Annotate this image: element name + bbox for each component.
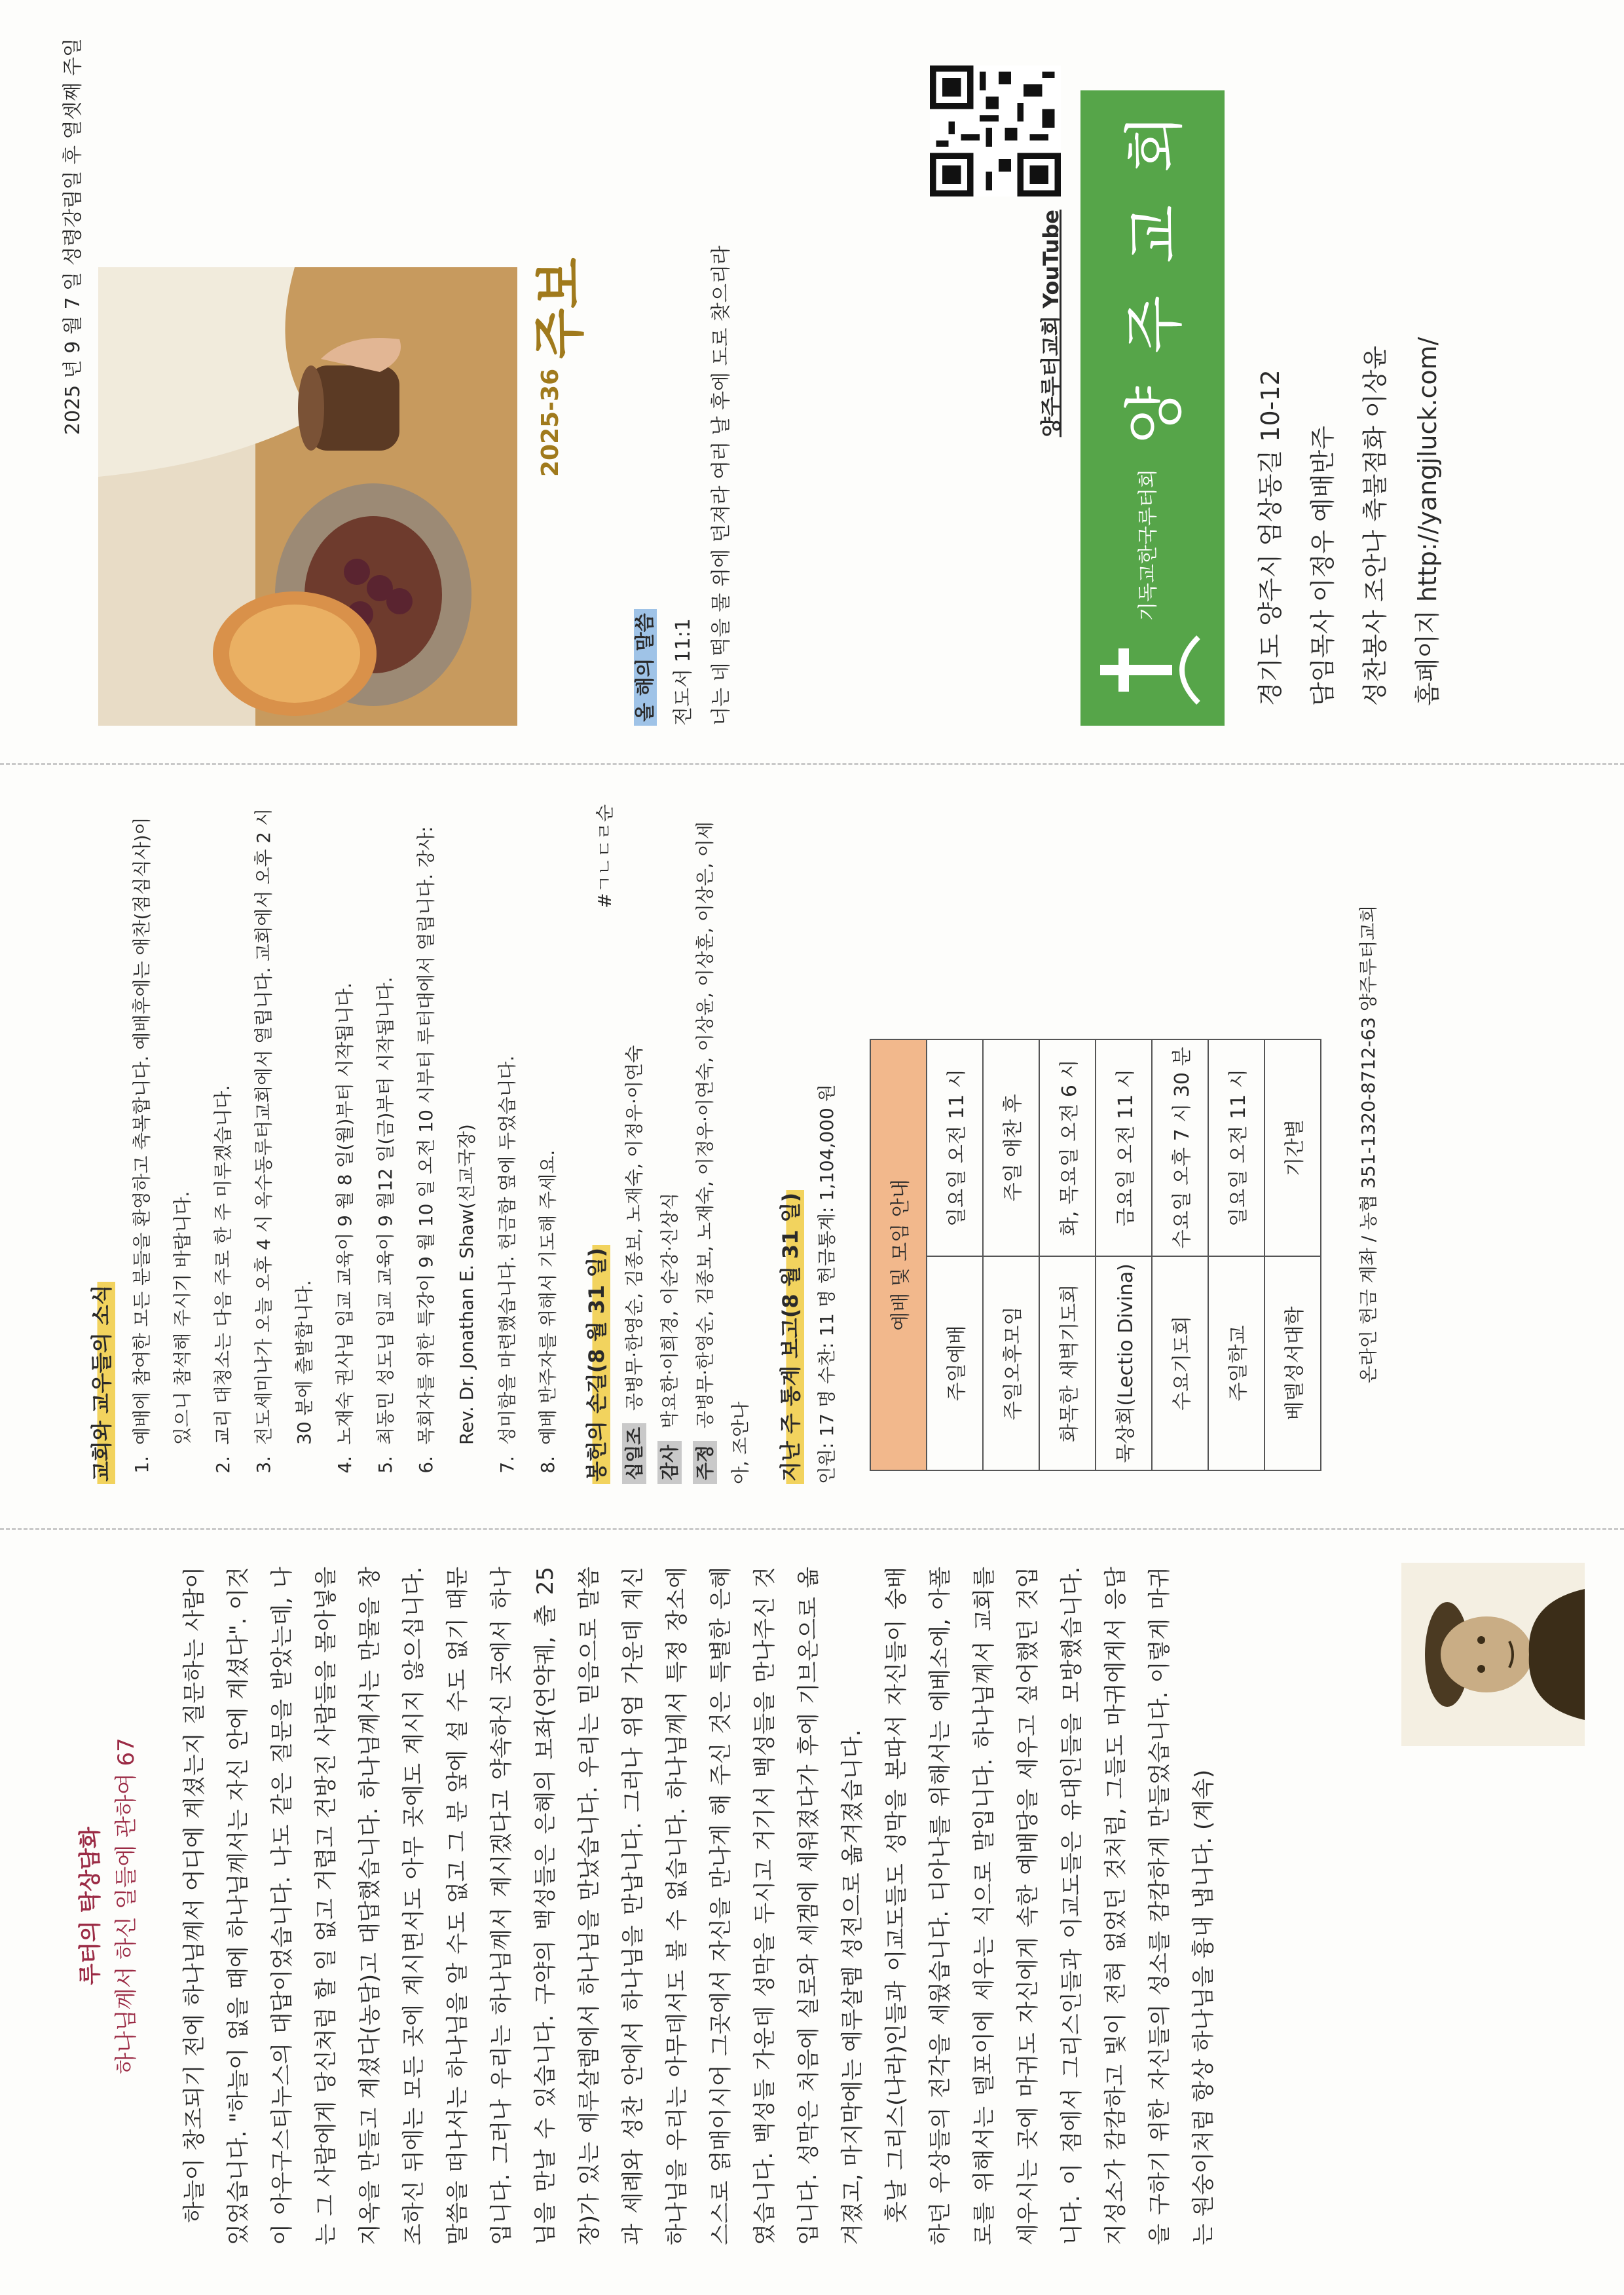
- news-item: 4. 노재숙 권사님 입교 교육이 9 월 8 일(월)부터 시작됩니다.: [325, 804, 365, 1450]
- left-panel: [0, 1530, 1624, 2295]
- bulletin-title: 주보: [529, 257, 590, 359]
- news-item: 6. 목회자를 위한 특강이 9 월 10 일 오전 10 시부터 루터대에서 열립니다. 강사: Rev. Dr. Jonathan E. Shaw(선교국장): [406, 804, 487, 1450]
- youtube-label[interactable]: 양주루터교회 YouTube: [1039, 210, 1063, 438]
- cross-icon: [1100, 634, 1205, 706]
- offering-section-title: 봉헌의 손길(8 월 31 일): [580, 1245, 610, 1484]
- news-item: 8. 예배 반주자를 위해서 기도해 주세요.: [528, 804, 568, 1450]
- verse-reference: 전도서 11:1: [672, 618, 695, 726]
- table-talk-paragraph-1: 하늘이 창조되기 전에 하나님께서 어디에 계셨는지 질문하는 사람이 있었습니다. "하늘이 없을 때에 하나님께서는 자신 안에 계셨다". 이것이 아우구스티누스의 대답이었습니다. 나도 같은 질문을 받았는데, 나는 그 사람에게 당신처럼 할 일 없고 거렵고 건방진 사람들을 몰아넣을 지옥을 만들고 계셨다(농담)고 대답했습니다. 하나님께서는 만물을 창조하신 뒤에는 모든 곳에 계시면서도 아무 곳에도 계시지 않으십니다. 말씀을 떠나서는 하나님을 알 수도 없고 그 분 앞에 설 수도 없기 때문입니다. 그러나 우리는 하나님께서 계시겠다고 약속하신 곳에서 하나님을 만날 수 있습니다. 구약의 백성들은 은혜의 보좌(언약궤, 출 25 장)가 있는 예루살렘에서 하나님을 만났습니다. 우리는 믿음으로 말씀과 세례와 성찬 안에서 하나님을 만납니다. 그러나 위엄 가운데 계신 하나님을 우리는 아무데서도 볼 수 없습니다. 하나님께서 특정 장소에 스스로 얽매이시어 그곳에서 자신을 만나게 해 주신 것은 특별한 은혜였습니다. 백성들 가운데 성막을 두시고 거기서 백성들을 만나주신 것입니다. 성막은 처음에 실로와 세겜에 세워졌다가 후에 기브온으로 옮겨졌고, 마지막에는 예루살렘 성전으로 옮겨졌습니다.: [181, 1567, 866, 2245]
- news-item: 7. 성미함을 마련했습니다. 헌금함 옆에 두었습니다.: [487, 804, 528, 1450]
- news-section-title: 교회와 교우들의 소식: [85, 1282, 115, 1485]
- schedule-time: 기간별: [1264, 1039, 1321, 1256]
- schedule-name: 화목한 새벽기도회: [1039, 1256, 1096, 1470]
- schedule-name: 주일학교: [1208, 1256, 1264, 1470]
- youtube-qr-code: [930, 65, 1061, 196]
- table-talk-subtitle: 하나님께서 하신 일들에 관하여 67: [113, 1738, 139, 2074]
- church-denomination: 기독교한국루터회: [1137, 469, 1160, 621]
- offering-row: [688, 804, 758, 1484]
- service-date: 2025 년 9 월 7 일 성령강림일 후 열셋째 주일: [62, 38, 84, 436]
- stats-section-title: 지난 주 통계 보고(8 월 31 일): [774, 1190, 804, 1484]
- verse-block: [629, 246, 733, 726]
- schedule-name: 묵상회(Lectio Divina): [1096, 1256, 1152, 1470]
- offering-row: [652, 804, 688, 1484]
- table-row: [927, 1039, 983, 1470]
- schedule-name: 주일오후모임: [983, 1256, 1039, 1470]
- offering-order-note: #ㄱㄴㄷㄹ순: [594, 804, 616, 908]
- church-pastor: 담임목사 이정우 예배반주: [1308, 426, 1337, 706]
- offering-row: [617, 804, 652, 1484]
- schedule-header: 예배 및 모임 안내: [870, 1039, 927, 1470]
- schedule-time: 일요일 오전 11 시: [927, 1039, 983, 1256]
- schedule-time: 주일 애찬 후: [983, 1039, 1039, 1256]
- schedule-time: 수요일 오후 7 시 30 분: [1152, 1039, 1208, 1256]
- schedule-name: 수요기도회: [1152, 1256, 1208, 1470]
- offering-tag: 주정: [693, 1441, 717, 1484]
- luther-portrait: [1401, 1563, 1585, 1746]
- church-homepage[interactable]: 홈페이지 http://yangjluck.com/: [1413, 337, 1442, 706]
- table-row: [1096, 1039, 1152, 1470]
- news-item: 2. 교리 대청소는 다음 주로 한 주 미루겠습니다.: [203, 804, 244, 1450]
- table-row: [1208, 1039, 1264, 1470]
- schedule-time: 일요일 오전 11 시: [1208, 1039, 1264, 1256]
- news-item: 1. 예배에 참여한 모든 분들을 환영하고 축복합니다. 예배후에는 애찬(점심식사)이 있으니 참석해 주시기 바랍니다.: [122, 804, 203, 1450]
- table-talk-paragraph-2: 훗날 그리스(나라)인들과 이교도들도 성막을 본따서 자신들이 숭배하던 우상들의 전각을 세웠습니다. 디아나를 위해서는 에베소에, 아폴로를 위해서는 델포이에 세우는 식으로 말입니다. 하나님께서 교회를 세우시는 곳에 마귀도 자신에게 속한 예배당을 세우고 싶어했던 것입니다. 이 점에서 그리스인들과 이교도들은 유대인들을 모방했습니다. 지성소가 캄캄하고 빛이 전혀 없었던 것처럼, 그들도 마귀에게서 응답을 구하기 위한 자신들의 성소를 캄캄하게 만들었습니다. 이렇게 마귀는 원숭이처럼 항상 하나님을 흉내 냅니다. (계속): [883, 1567, 1217, 2245]
- church-banner: [1080, 90, 1225, 726]
- online-offering-account: 온라인 헌금 계좌 / 농협 351-1320-8712-63 양주루터교회: [1357, 905, 1379, 1384]
- stats-line: 인원: 17 명 수찬: 11 명 헌금통계: 1,104,000 원: [816, 1084, 838, 1484]
- schedule-time: 화, 목요일 오전 6 시: [1039, 1039, 1096, 1256]
- offering-names: 박요한·이희경, 이순강·신상식: [659, 1192, 680, 1428]
- offering-names: 공병무·한영순, 김종보, 노재숙, 이정우·이연숙, 이상윤, 이상훈, 이상은, 이세아, 조안나: [694, 821, 751, 1484]
- church-info: [1244, 337, 1454, 706]
- table-talk-title: 루터의 탁상담화: [77, 1827, 103, 1985]
- church-deacons: 성찬봉사 조안나 축불점화 이상윤: [1361, 345, 1390, 706]
- offering-tag: 감사: [657, 1441, 682, 1484]
- schedule-table: [870, 1039, 1321, 1471]
- table-row: [1152, 1039, 1208, 1470]
- schedule-time: 금요일 오전 11 시: [1096, 1039, 1152, 1256]
- news-item: 3. 전도세미나가 오늘 오후 4 시 옥수동루터교회에서 열립니다. 교회에서 오후 2 시 30 분에 출발합니다.: [244, 804, 325, 1450]
- middle-panel: [0, 765, 1624, 1530]
- schedule-name: 베델성서대학: [1264, 1256, 1321, 1470]
- schedule-name: 주일예배: [927, 1256, 983, 1470]
- news-list: [122, 804, 568, 1484]
- news-item: 5. 최동민 성도님 입교 교육이 9 월12 일(금)부터 시작됩니다.: [365, 804, 406, 1450]
- right-panel: [0, 0, 1624, 765]
- offering-names: 공병무·한영순, 김종보, 노재숙, 이정우·이연숙: [623, 1045, 645, 1411]
- table-row: [1264, 1039, 1321, 1470]
- church-name: 양 주 교 회: [1120, 107, 1190, 444]
- table-row: [1039, 1039, 1096, 1470]
- offering-tag: 십일조: [622, 1423, 646, 1484]
- church-address: 경기도 양주시 엄상동길 10-12: [1256, 369, 1285, 706]
- table-row: [983, 1039, 1039, 1470]
- issue-number: 2025-36: [537, 368, 564, 477]
- verse-text: 너는 네 떡을 물 위에 던져라 여러 날 후에 도로 찾으리라: [710, 246, 733, 726]
- verse-label: 올 해의 말씀: [634, 609, 657, 726]
- cover-photo: [98, 267, 517, 726]
